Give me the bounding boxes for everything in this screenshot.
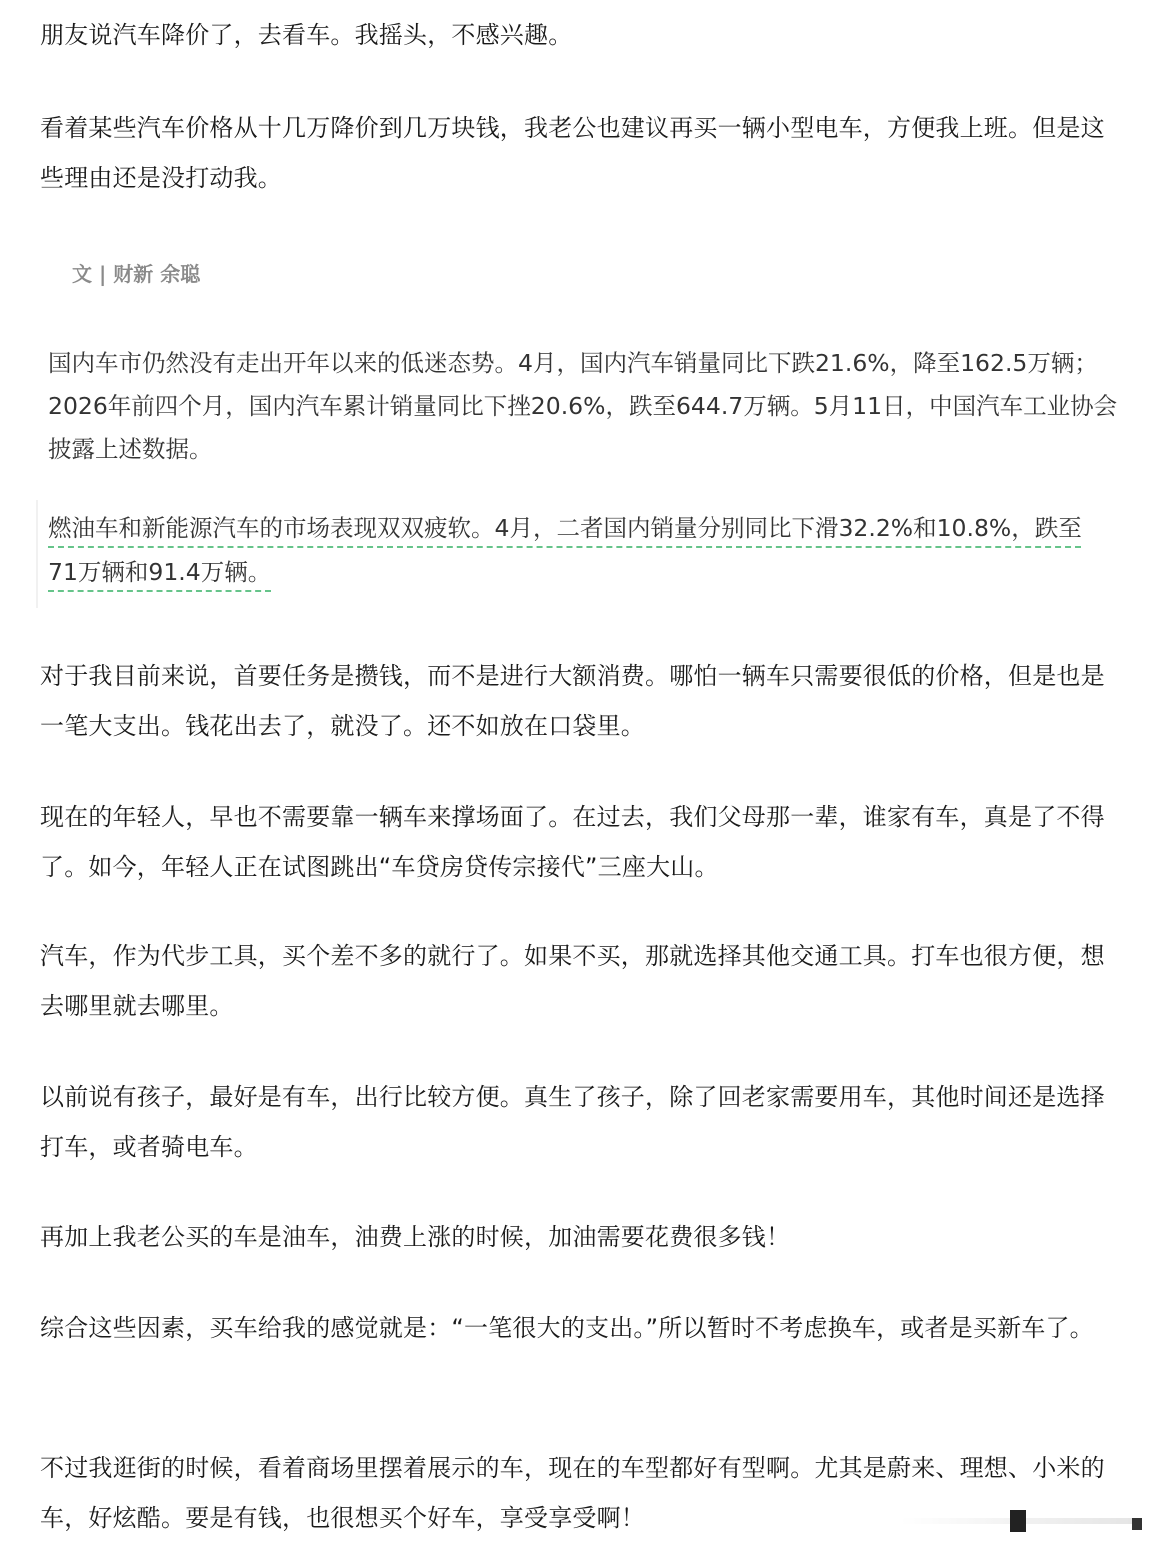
watermark-mark [1010,1510,1026,1532]
paragraph-3: 对于我目前来说，首要任务是攒钱，而不是进行大额消费。哪怕一辆车只需要很低的价格，但是也是一笔大支出。钱花出去了，就没了。还不如放在口袋里。 [40,662,1105,740]
quote-block-2 [36,500,1118,608]
quote-block-2-underlined-text: 燃油车和新能源汽车的市场表现双双疲软。4月，二者国内销量分别同比下滑32.2%和10.8%，跌至71万辆和91.4万辆。 [48,514,1082,586]
quote-block-1: 国内车市仍然没有走出开年以来的低迷态势。4月，国内汽车销量同比下跌21.6%，降至162.5万辆；2026年前四个月，国内汽车累计销量同比下挫20.6%，跌至644.7万辆。5月11日，中国汽车工业协会披露上述数据。 [48,349,1118,463]
paragraph-2: 看着某些汽车价格从十几万降价到几万块钱，我老公也建议再买一辆小型电车，方便我上班。但是这些理由还是没打动我。 [40,114,1105,192]
byline: 文 | 财新 余聪 [72,262,201,286]
paragraph-6: 以前说有孩子，最好是有车，出行比较方便。真生了孩子，除了回老家需要用车，其他时间还是选择打车，或者骑电车。 [40,1083,1105,1161]
paragraph-4: 现在的年轻人，早也不需要靠一辆车来撑场面了。在过去，我们父母那一辈，谁家有车，真是了不得了。如今，年轻人正在试图跳出“车贷房贷传宗接代”三座大山。 [40,803,1105,881]
watermark [900,1510,1160,1530]
watermark-mark-small [1132,1518,1142,1530]
paragraph-5: 汽车，作为代步工具，买个差不多的就行了。如果不买，那就选择其他交通工具。打车也很方便，想去哪里就去哪里。 [40,942,1105,1020]
paragraph-8: 综合这些因素，买车给我的感觉就是：“一笔很大的支出。”所以暂时不考虑换车，或者是买新车了。 [40,1314,1094,1342]
paragraph-1: 朋友说汽车降价了，去看车。我摇头，不感兴趣。 [40,21,573,49]
quote-block-2-text [48,506,1108,594]
paragraph-7: 再加上我老公买的车是油车，油费上涨的时候，加油需要花费很多钱！ [40,1223,791,1251]
paragraph-9: 不过我逛街的时候，看着商场里摆着展示的车，现在的车型都好有型啊。尤其是蔚来、理想、小米的车，好炫酷。要是有钱，也很想买个好车，享受享受啊！ [40,1454,1105,1532]
